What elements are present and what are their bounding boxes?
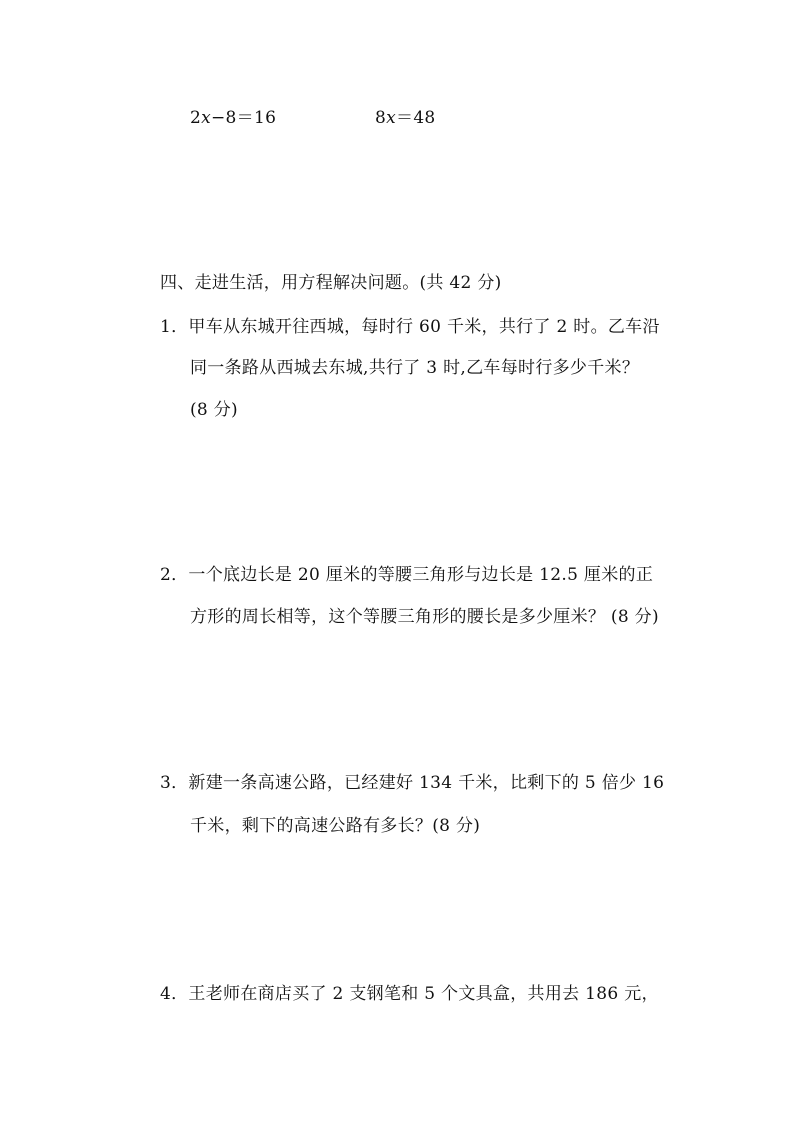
- question-2-line-1: 2．一个底边长是 20 厘米的等腰三角形与边长是 12.5 厘米的正: [160, 565, 654, 585]
- section-heading: 四、走进生活，用方程解决问题。(共 42 分): [160, 273, 502, 293]
- question-4-line-1: 4．王老师在商店买了 2 支钢笔和 5 个文具盒，共用去 186 元，: [160, 984, 659, 1004]
- equation-2-rest: ＝48: [396, 108, 436, 128]
- question-2-line-2: 方形的周长相等，这个等腰三角形的腰长是多少厘米？ (8 分): [190, 607, 659, 627]
- question-1-points: (8 分): [190, 400, 238, 420]
- equation-1: [190, 107, 276, 129]
- question-1-line-2: 同一条路从西城去东城,共行了 3 时,乙车每时行多少千米？: [190, 358, 640, 378]
- question-1-line-1: 1．甲车从东城开往西城，每时行 60 千米，共行了 2 时。乙车沿: [160, 317, 660, 337]
- equation-1-coefficient: 2: [190, 108, 202, 128]
- equation-2-coefficient: 8: [375, 108, 387, 128]
- equation-1-rest: −8＝16: [211, 108, 277, 128]
- equation-2: [375, 107, 436, 129]
- question-3-line-2: 千米，剩下的高速公路有多长？(8 分): [190, 816, 481, 836]
- question-3-line-1: 3．新建一条高速公路，已经建好 134 千米，比剩下的 5 倍少 16: [160, 773, 665, 793]
- equation-1-variable: x: [201, 108, 212, 128]
- equation-2-variable: x: [386, 108, 397, 128]
